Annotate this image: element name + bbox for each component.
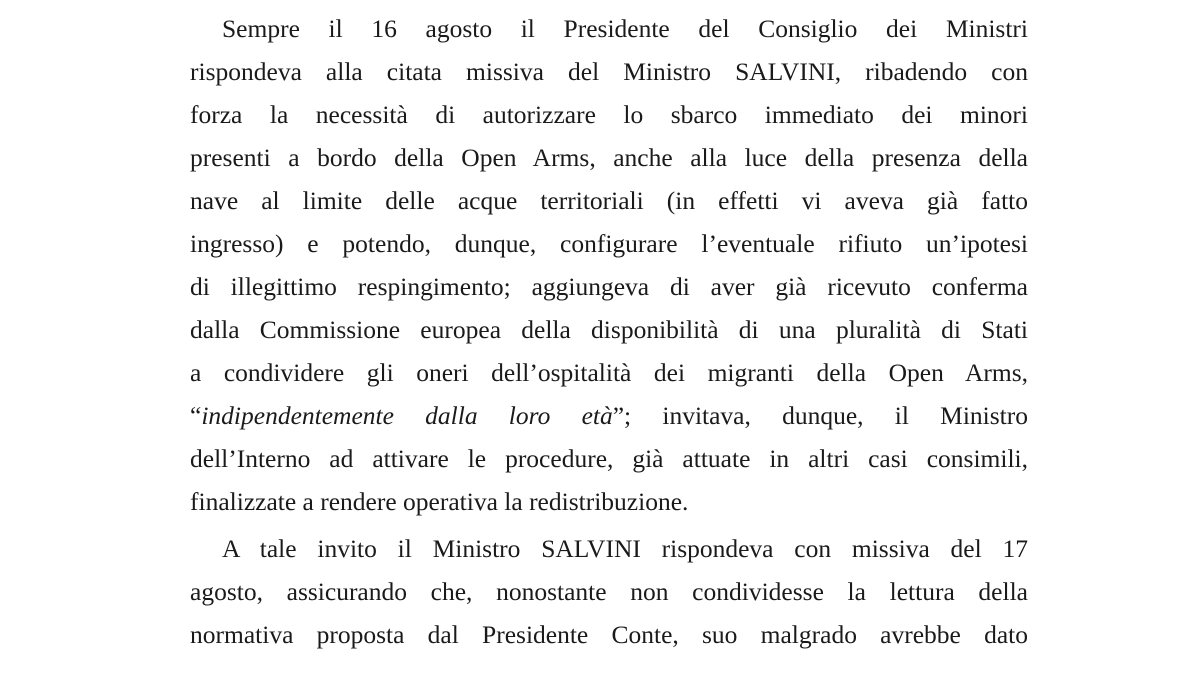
quote-continuation: ”; invitava, dunque, il Ministro (612, 401, 1029, 430)
paragraph-1-line-4: presenti a bordo della Open Arms, anche alla luce della presenza della (190, 143, 1028, 172)
paragraph-1-line-12: finalizzate a rendere operativa la redistribuzione. (190, 487, 689, 516)
paragraph-1-line-11: dell’Interno ad attivare le procedure, già attuate in altri casi consimili, (190, 444, 1028, 473)
paragraph-1-line-6: ingresso) e potendo, dunque, configurare l’eventuale rifiuto un’ipotesi (190, 229, 1028, 258)
paragraph-1-line-9: a condividere gli oneri dell’ospitalità dei migranti della Open Arms, (190, 358, 1028, 387)
paragraph-1-line-5: nave al limite delle acque territoriali (in effetti vi aveva già fatto (190, 186, 1028, 215)
paragraph-1-line-2: rispondeva alla citata missiva del Ministro SALVINI, ribadendo con (190, 57, 1028, 86)
paragraph-1-line-8: dalla Commissione europea della disponibilità di una pluralità di Stati (190, 315, 1028, 344)
paragraph-2-line-2: agosto, assicurando che, nonostante non condividesse la lettura della (190, 577, 1028, 606)
italic-quote: indipendentemente dalla loro età (201, 401, 613, 430)
paragraph-1-line-10 (190, 399, 1028, 433)
paragraph-2-line-3: normativa proposta dal Presidente Conte, suo malgrado avrebbe dato (190, 620, 1028, 649)
paragraph-1-line-3: forza la necessità di autorizzare lo sbarco immediato dei minori (190, 100, 1028, 129)
paragraph-2-line-1: A tale invito il Ministro SALVINI rispondeva con missiva del 17 (222, 534, 1028, 563)
open-quote: “ (190, 401, 202, 430)
paragraph-1-line-7: di illegittimo respingimento; aggiungeva di aver già ricevuto conferma (190, 272, 1028, 301)
paragraph-1-line-1: Sempre il 16 agosto il Presidente del Consiglio dei Ministri (222, 14, 1028, 43)
